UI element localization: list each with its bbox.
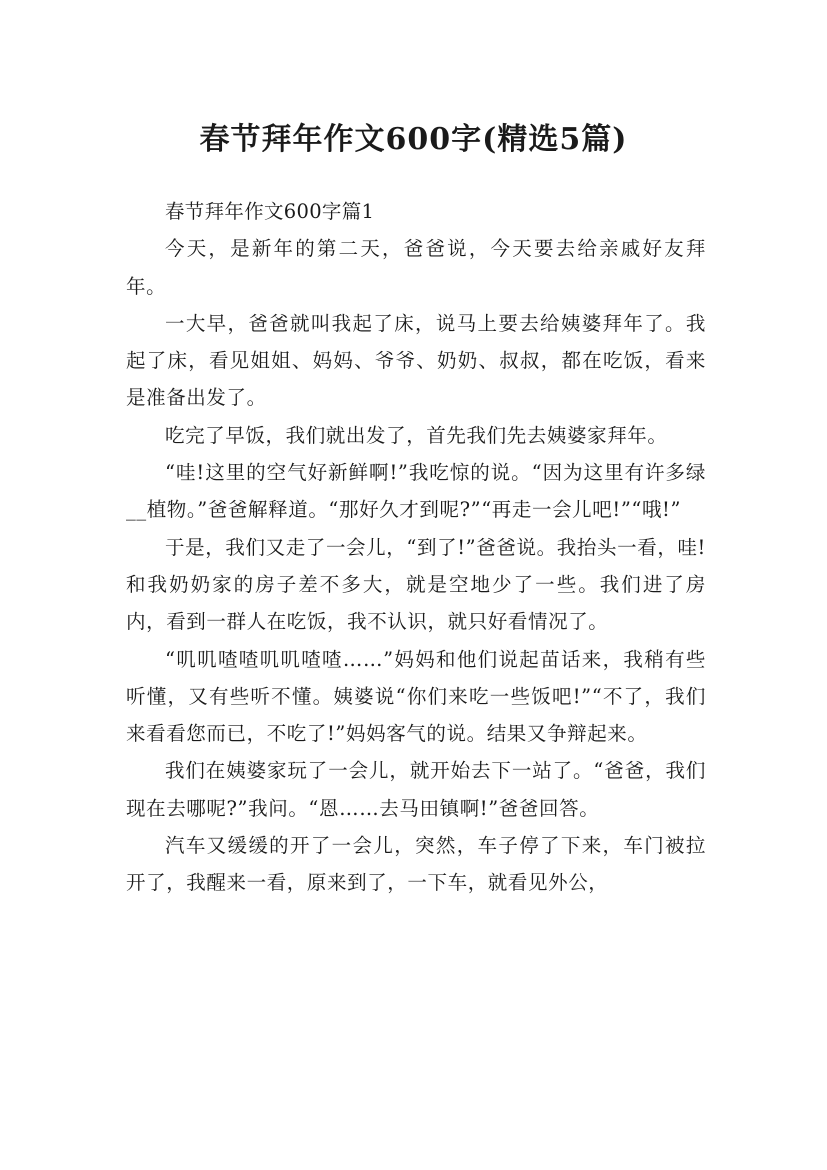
paragraph: 我们在姨婆家玩了一会儿，就开始去下一站了。“爸爸，我们现在去哪呢?”我问。“恩……去马田镇啊!”爸爸回答。 bbox=[126, 759, 706, 820]
paragraph: 今天，是新年的第二天，爸爸说，今天要去给亲戚好友拜年。 bbox=[126, 237, 706, 298]
paragraph: 一大早，爸爸就叫我起了床，说马上要去给姨婆拜年了。我起了床，看见姐姐、妈妈、爷爷、奶奶、叔叔，都在吃饭，看来是准备出发了。 bbox=[126, 311, 706, 410]
document-title: 春节拜年作文600字(精选5篇) bbox=[199, 122, 628, 158]
paragraph: “哇!这里的空气好新鲜啊!”我吃惊的说。“因为这里有许多绿__植物。”爸爸解释道。“那好久才到呢?”“再走一会儿吧!”“哦!” bbox=[126, 461, 706, 522]
paragraph: 吃完了早饭，我们就出发了，首先我们先去姨婆家拜年。 bbox=[165, 423, 668, 447]
paragraph: “叽叽喳喳叽叽喳喳……”妈妈和他们说起苗话来，我稍有些听懂，又有些听不懂。姨婆说“你们来吃一些饭吧!”“不了，我们来看看您而已，不吃了!”妈妈客气的说。结果又争辩起来。 bbox=[126, 647, 706, 746]
document-body bbox=[126, 193, 706, 902]
paragraph: 于是，我们又走了一会儿，“到了!”爸爸说。我抬头一看，哇!和我奶奶家的房子差不多大，就是空地少了一些。我们进了房内，看到一群人在吃饭，我不认识，就只好看情况了。 bbox=[126, 535, 706, 634]
paragraph: 汽车又缓缓的开了一会儿，突然，车子停了下来，车门被拉开了，我醒来一看，原来到了，一下车，就看见外公， bbox=[126, 834, 706, 895]
section-heading: 春节拜年作文600字篇1 bbox=[165, 200, 375, 223]
